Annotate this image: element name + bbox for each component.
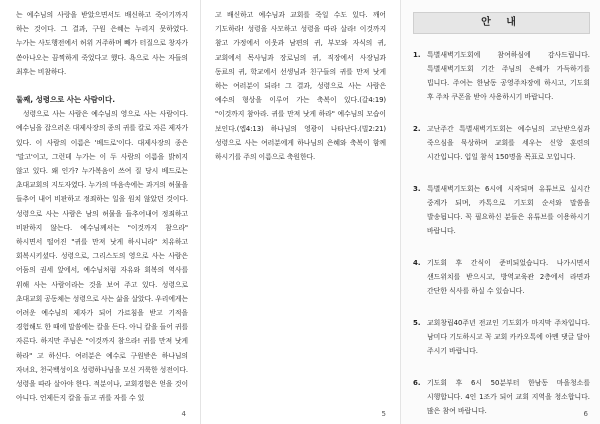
notice-title: 안 내 [413, 12, 590, 34]
notice-item [413, 182, 590, 238]
notice-text: 기도회 후 간식이 준비되었습니다. 나가시면서 샌드위치를 받으시고, 방역교육관 2층에서 라면과 간단한 식사를 하실 수 있습니다. [427, 259, 590, 295]
page-6 [400, 0, 600, 424]
notice-text: 고난주간 특별새벽기도회는 예수님의 고난받으심과 죽으심을 묵상하며 교회를 세우는 신앙 훈련의 시간입니다. 입일 참석 150명을 목표로 모입니다. [427, 125, 590, 161]
notice-item [413, 376, 590, 418]
section-heading: 둘째, 성령으로 사는 사람이다. [16, 95, 116, 105]
notice-list [413, 48, 590, 418]
page-number: 5 [381, 410, 386, 418]
notice-number: 1. [413, 51, 421, 59]
notice-text: 교회창립40주년 전교인 기도회가 마지막 주차입니다. 남미다 기도하시고 꼭 교회 카카오톡에 아멘 댓글 달아 주시기 바랍니다. [427, 319, 590, 355]
notice-item [413, 122, 590, 164]
notice-number: 5. [413, 319, 421, 327]
notice-item [413, 316, 590, 358]
page-number: 4 [181, 410, 186, 418]
page-4 [0, 0, 200, 424]
notice-text: 기도회 후 6시 50분부터 한남동 마을청소를 시행합니다. 4인 1조가 되어 교회 지역을 청소합니다. 많은 참여 바랍니다. [427, 379, 590, 415]
intro-paragraph: 는 예수님의 사랑을 받았으면서도 배신하고 죽이기까지 하는 것이다. 그 결과, 구원 은혜는 누리지 못하였다. 누가는 사도행전에서 허위 거주하며 빼가 터질으로 창자가 쏟아나오는 끔찍하게 죽었다고 했다. 욕으로 사는 자들의 최후는 비참하다. [16, 11, 188, 76]
notice-text: 특별새벽기도회에 참여하심에 감사드립니다. 특별새벽기도회 기간 주님의 은혜가 가득하기를 빕니다. 주여는 한남동 공영주차장에 하시고, 기도회 후 주차 쿠폰을 받아 사용하시기 바랍니다. [427, 51, 590, 101]
body-paragraph: 성령으로 사는 사람은 예수님의 영으로 사는 사람이다. 예수님을 잡으러온 대제사장의 종의 귀를 칼로 자른 제자가 있다. 이 사람의 이름은 '베드로'이다. 대제사장의 종은 '말고'이고, 그런데 누가는 이 두 사람의 이름을 밝히지 않고 있다. 왜 인가? 누가복음이 쓰여 질 당시 베드로는 초대교회의 지도자였다. 누가의 마음속에는 과거의 허물을 들추어 내어 비판하고 정죄하는 일을 원치 않았던 것이다. 성령으로 사는 사람은 남의 허물을 들추어내어 정죄하고 비판하지 않는다. 예수님께서는 "이것까지 참으라" 하시면서 떨어진 "귀를 만져 낫게 하시니라" 치유하고 회복시키셨다. 성령으로, 그리스도의 영으로 사는 사람은 어둠의 권세 앞에서, 예수님처럼 자유와 회복의 역사를 위해 사는 사람이라는 것을 보여 주고 있다. 성령으로 초대교회 공동체는 성령으로 사는 삶을 살았다. 우리에게는 어려운 예수님의 제자가 되어 가르침을 받고 기적을 경험해도 한 때에 말씀에는 칼을 든다. 아니 칼을 들어 귀를 자른다. 하지만 주님은 "이것까지 참으라! 귀를 만져 낫게 하라" 고 하신다. 여러분은 예수로 구원받은 하나님의 자녀요, 천국백성이요 성령하나님을 모신 거룩한 성전이다. 성령을 따라 살아야 한다. 적분이나, 교회경험은 얻을 것이 아니다. 언제든지 칼을 들고 귀를 자를 수 있 [16, 110, 188, 403]
notice-number: 4. [413, 259, 421, 267]
notice-number: 6. [413, 379, 421, 387]
notice-item [413, 256, 590, 298]
page-number: 6 [583, 410, 588, 418]
notice-number: 2. [413, 125, 421, 133]
notice-text: 특별새벽기도회는 6시에 시작되며 유튜브로 실시간 중계가 되며, 카톡으로 기도회 순서와 말씀을 발송됩니다. 꼭 필요하신 분들은 유튜브를 이용하시기 바랍니다. [427, 185, 590, 235]
notice-item [413, 48, 590, 104]
body-paragraph: 고 배신하고 예수님과 교회를 죽일 수도 있다. 깨어 기도하라! 성령을 사모하고 성령을 따라 살라! 이것까지 참고 가정에서 이웃과 남편의 귀, 부모와 자식의 귀, 교회에서 목사님과 장로님의 귀, 직장에서 사장님과 동료의 귀, 학교에서 선생님과 친구들의 귀를 만져 낫게 하는 여러분이 되라! 그 결과, 성령으로 사는 사람은 예수의 형상을 이루어 가는 축복이 있다.(갈4:19) "이것까지 참아라. 귀를 만져 낫게 하라" 예수님의 모습이 보인다.(엡4:13) 하나님의 영광이 나타난다.(빌2:21) 성령으로 사는 여러분에게 하나님의 은혜와 축복이 함께 하시기를 주의 이름으로 축원한다. [215, 11, 386, 162]
notice-number: 3. [413, 185, 421, 193]
page-5 [200, 0, 400, 424]
